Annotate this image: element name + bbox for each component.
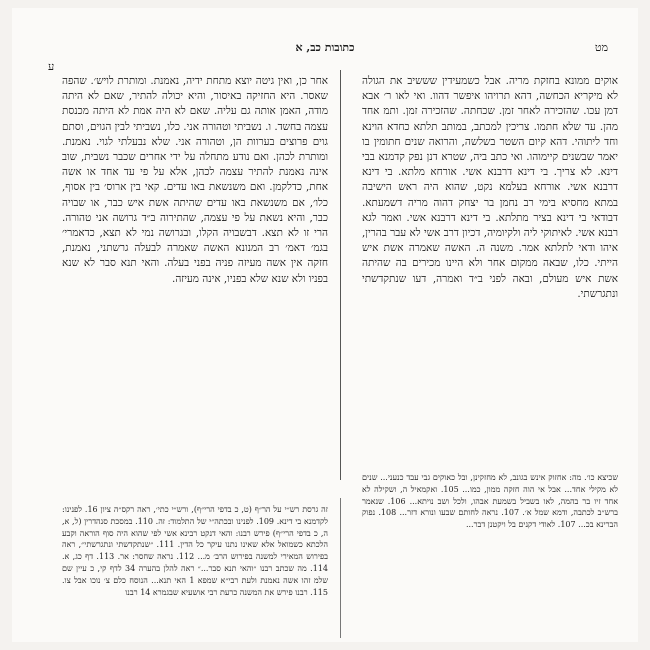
running-header xyxy=(42,38,608,56)
footnotes-left xyxy=(62,504,328,648)
book-page xyxy=(12,8,638,642)
main-text-left-body: אחר כן, ואין גיטה יוצא מתחת ידיה, נאמנת. ומותרת לויש׳. שהפה שאסר. היא החזיקה באיסור, והיא יכולה להתיר, שאם לא היתה מודה, האמן אותה גם עליה. שאם לא היה אמת לא היתה מכנסת עצמה בחשד. ו. נשביתי וטהורה אני. כלו, נשביתי לבין הגוים, וסתם גוים פרוצים בערוות הן, וטהורה אני. שלא נבעלתי לגוי. נאמנת. ומותרת לכהן. ואם נודע מתחלה על ידי אחרים שכבר נשבית, שוב אינה נאמנת להתיר עצמה לכהן, אלא על פי עד אחד או אשה אחת, כדלקמן. ואם משנשאת באו עדים. קאי בין ארוס׳ בין אסוף, כלו׳, אם משנשאת באו עדים שהיתה אשת איש כבר, או שבויה כבר, והיא נשאת על פי עצמה, שהתירוה ב״ד גרושה אני טהורה. הרי זו לא תצא. דבשבויה הקלו, ובגרושה נמי לא תצא, כדאמרי׳ בגמ׳ דאמ׳ רב המנונא האשה שאמרה לבעלה גרשתני, נאמנת, חזקה אין אשה מעיזה פניה בפני בעלה. והאי תנא סבר לא שנא בפניו ולא שנא שלא בפניו, אינה מעיזה. xyxy=(62,75,328,285)
main-text-right-body: אוקים ממונא בחזקת מריה. אבל כשמעידין שששיב את הגולה לא מיקריא הכחשה, דהא תרויהו איפשר דהוו. ואי לאו ר׳ אבא דמן עכו. שהזכירה לאחר זמן. שכחתה. שהזכירה זמן. ותמ אחד מהן. עד שלא חתמו. צריכין למכתב, במותב תלתא כחדא הוינא וחד ליתוהי. דהא קיום השטר בשלשה, והרואה שנים חתומין בו יאמר שבשנים קיימוהו. ואי כתב ביה, שטרא דנן נפק קדמנא בבי דינא. לא צריך. בי דינא דרבנא אשי. אורחא מלתא. בי דינא דרבנא אשי. אורחא בעלמא נקט, שהוא היה ראש הישיבה במתא מחסיא בימי רב נחמן בר יצחק דהוה מריה דשמעתא. דבודאי בי דינא בציר מתלתא. בי דינא דרבנא אשי. ואמר לגא רבנא אשי. לאיתוקי ליה ולקיומיה, דכיון דרב אשי לא עבר בהרין, איהו ודאי לתלתא אמר. משנה ה. האשה שאמרה אשת איש הייתי. כלו, שבאה ממקום אחר ולא היינו מכירים בה שהיתה אשת איש מעולם, ובאה לפני ב״ד ואמרה, דעו שנתקדשתי ונתגרשתי. xyxy=(362,75,618,300)
column-divider-notes xyxy=(340,498,341,638)
footnotes-right-body: שכיצא כו׳. מה: אחזוק אינש בגונב, לא מחזקינן, ובל כאוקים גבי עבד כנעני... שנים לא מקילי אחד... אבל אי הוה חזקה ממון, כמו... 105. ואקמאיל ה, ושקילה לא אחד זיו בר בהמה, לאו בשביל בשמעת אבהו, ולכל ושב נויתא... 106. שנאמר ברש״ב לכתבה, ודמא שמל א׳. 107. נראה לחותם שבעו ונורא דזר... 108. נפוק הברינא בכ... 107. לאודי דקנים בל ויקטנן דבר... xyxy=(362,473,618,530)
main-text-right xyxy=(362,74,618,448)
footnotes-right xyxy=(362,472,618,648)
main-text-left xyxy=(62,74,328,494)
footnotes-left-body: זה גרסת רש״י על הר״ף (ט, כ בדפי הרי״ף), ורש״י כתי׳, ראה רקס״ה ציון 16. לפנינו: לקדמנא בי דינא. 109. לפנינו ובכתה״י של התלמוד: זה. 110. במסכת סנהדרין (ל, א, ה, כ בדפי הרי״ף) פירש רבנו: והאי דנקט רבינא אשי לפי שהוא היה סוף הוראה וקבע הלכתא כשמואל אלא שאינו נתנו עיקר כל הדין. 111. ״שנתקדשתי ונתגרשתי״, ראה בפירוש המאירי למשנה בפירוש הרב׳ מ... 112. נראה שחסר: אר. 113. דף כג, א. 114. מה שכתב רבנו ״והאי תנא סבר...״ ראה להלן בהערה 34 לדף קי, כ עיין שם שלמ זהו אשה נאמנת ולעת רבי״א שמפא 1 האי תנא... הנוסח כלם צ׳ נוכו אבל צו. 115. רבנו פירש את המשנה כרעת רבי אושעיא שבגמרא 14 רבנו xyxy=(62,505,328,597)
page-number: מט xyxy=(594,40,608,54)
column-divider-main xyxy=(340,70,341,480)
column-letter: ע xyxy=(48,60,55,73)
running-title: כתובות כב, א xyxy=(295,40,355,54)
